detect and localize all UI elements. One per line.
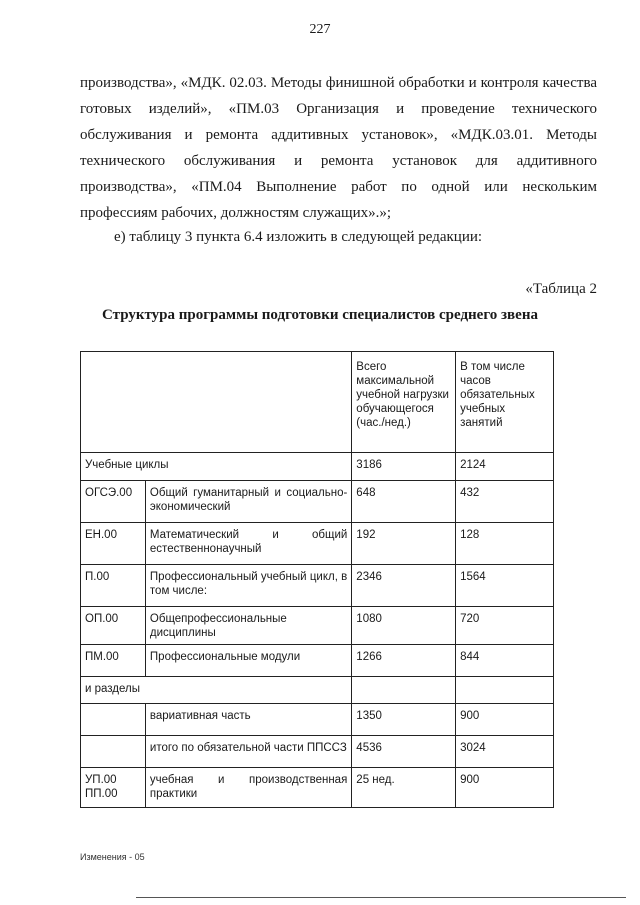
header-required-cell: В том числе часов обязательных учебных занятий [456,352,554,453]
row-total: 2346 [352,565,456,607]
table-row [81,645,554,677]
row-total [352,677,456,704]
table-row [81,704,554,736]
row-code: ПМ.00 [81,645,146,677]
item-e: е) таблицу 3 пункта 6.4 изложить в следующей редакции: [114,229,483,245]
row-name: Профессиональные модули [145,645,351,677]
table-row [81,768,554,808]
row-required: 844 [456,645,554,677]
row-code: ОП.00 [81,607,146,645]
row-required: 720 [456,607,554,645]
body-paragraph-text: производства», «МДК. 02.03. Методы финишной обработки и контроля качества готовых изделий», «ПМ.03 Организация и проведение технического обслуживания и ремонта аддитивных установок», «МДК.03.01. Методы технического обслуживания и ремонта установок для аддитивного производства», «ПМ.04 Выполнение работ по одной или нескольким профессиям рабочих, должностям служащих».»; [80,75,597,221]
row-name: вариативная часть [145,704,351,736]
row-code [81,704,146,736]
row-code [81,736,146,768]
row-required: 2124 [456,453,554,481]
row-required: 900 [456,768,554,808]
body-paragraph [80,70,597,226]
page-footer: Изменения - 05 [80,852,145,862]
row-required: 128 [456,523,554,565]
header-total-cell: Всего максимальной учебной нагрузки обучающегося (час./нед.) [352,352,456,453]
table-row [81,565,554,607]
row-required: 432 [456,481,554,523]
table-row [81,607,554,645]
row-total: 25 нед. [352,768,456,808]
row-required [456,677,554,704]
row-total: 3186 [352,453,456,481]
table-row [81,736,554,768]
row-name: Общий гуманитарный и социально-экономический [145,481,351,523]
row-name: итого по обязательной части ППССЗ [145,736,351,768]
structure-table [80,351,554,808]
table-row [81,481,554,523]
row-required: 900 [456,704,554,736]
scan-edge-line [136,897,626,898]
row-total: 648 [352,481,456,523]
table-reference: «Таблица 2 [525,281,597,297]
row-required: 1564 [456,565,554,607]
row-name: Математический и общий естественнонаучный [145,523,351,565]
table-title: Структура программы подготовки специалистов среднего звена [102,307,538,323]
table-row [81,677,554,704]
row-name: Профессиональный учебный цикл, в том числе: [145,565,351,607]
header-empty-cell [81,352,352,453]
row-code: ЕН.00 [81,523,146,565]
table-row [81,523,554,565]
row-name: учебная и производственная практики [145,768,351,808]
row-total: 1350 [352,704,456,736]
row-required: 3024 [456,736,554,768]
row-total: 1266 [352,645,456,677]
row-total: 192 [352,523,456,565]
row-code: УП.00 ПП.00 [81,768,146,808]
row-name: Общепрофессиональные дисциплины [145,607,351,645]
row-name: Учебные циклы [81,453,352,481]
row-total: 4536 [352,736,456,768]
page-number: 227 [309,22,331,37]
row-code: ОГСЭ.00 [81,481,146,523]
row-total: 1080 [352,607,456,645]
table-header-row [81,352,554,453]
row-name: и разделы [81,677,352,704]
row-code: П.00 [81,565,146,607]
table-row [81,453,554,481]
